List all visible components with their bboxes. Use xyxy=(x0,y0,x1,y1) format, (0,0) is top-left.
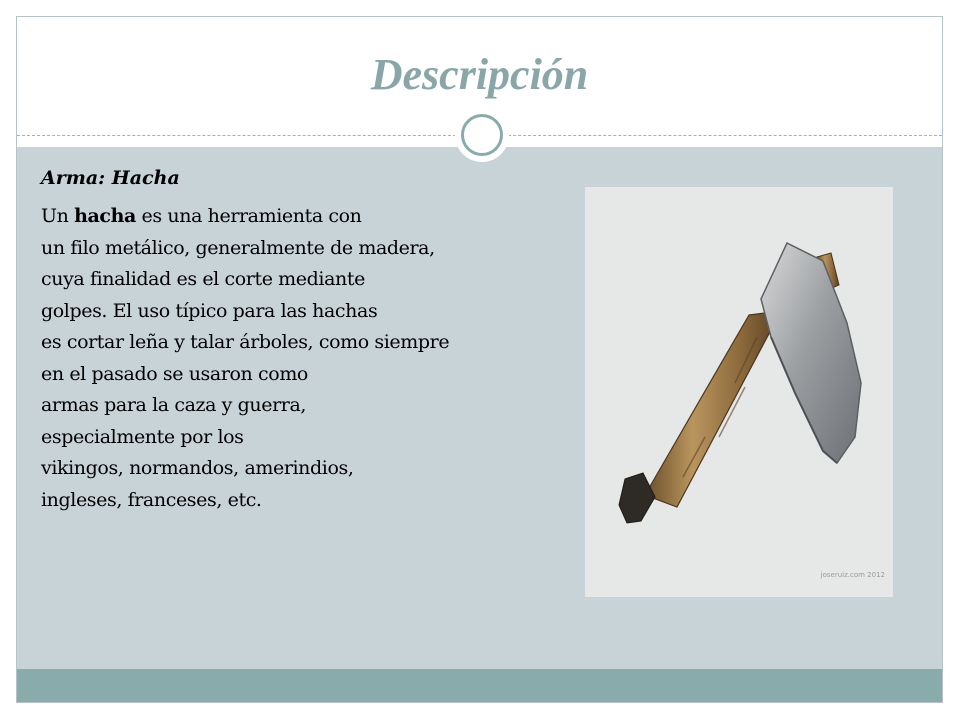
ring-ornament-icon xyxy=(455,108,509,162)
paragraph-line-1 xyxy=(41,201,601,233)
bold-term: hacha xyxy=(74,205,136,227)
paragraph-line: especialmente por los xyxy=(41,425,244,448)
image-watermark: joseruiz.com 2012 xyxy=(820,571,885,579)
footer-bar xyxy=(17,669,942,702)
description-paragraph xyxy=(41,201,601,516)
paragraph-first-line-rest: es una herramienta con xyxy=(135,205,362,227)
paragraph-line: armas para la caza y guerra, xyxy=(41,394,307,416)
paragraph-lead: Un xyxy=(41,205,75,227)
paragraph-line: es cortar leña y talar árboles, como siempre xyxy=(41,331,450,353)
paragraph-line: un filo metálico, generalmente de madera, xyxy=(41,236,435,259)
paragraph-line: en el pasado se usaron como xyxy=(41,362,308,385)
paragraph-line: golpes. El uso típico para las hachas xyxy=(41,299,378,322)
paragraph-line: ingleses, franceses, etc. xyxy=(41,488,262,511)
paragraph-line: cuya finalidad es el corte mediante xyxy=(41,268,365,290)
subheading: Arma: Hacha xyxy=(41,167,180,189)
body-text xyxy=(41,167,601,516)
paragraph-line: vikingos, normandos, amerindios, xyxy=(41,457,354,479)
axe-icon xyxy=(585,187,893,597)
slide-title: Descripción xyxy=(370,50,589,99)
axe-image xyxy=(585,187,893,597)
slide xyxy=(16,16,943,703)
